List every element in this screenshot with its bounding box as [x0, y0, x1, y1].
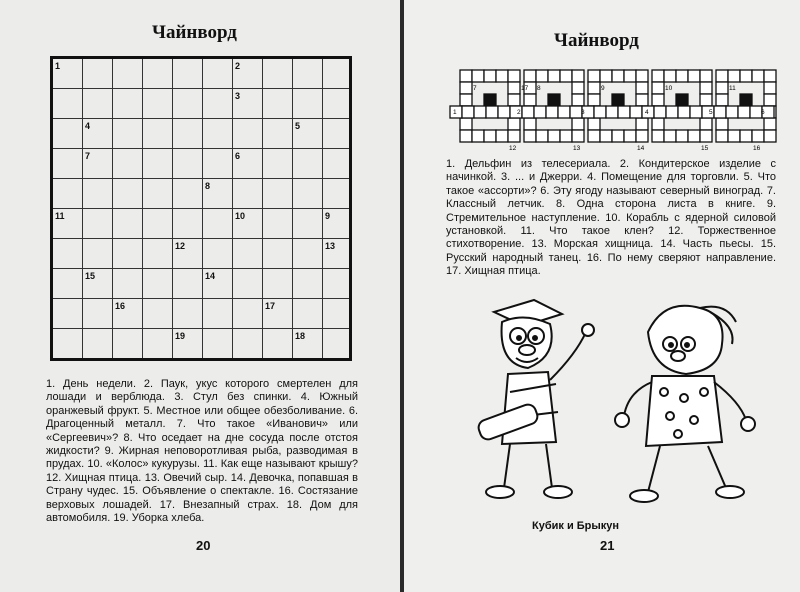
chain-number: 10	[665, 85, 673, 92]
chain-cell	[572, 94, 584, 106]
chain-cell	[536, 70, 548, 82]
chain-cell	[560, 70, 572, 82]
grid-number: 2	[235, 61, 241, 71]
chain-cell	[524, 118, 536, 130]
page-title: Чайнворд	[152, 22, 237, 43]
chain-cell	[752, 130, 764, 142]
chain-cell	[558, 106, 570, 118]
chain-cell	[524, 94, 536, 106]
chain-cell	[534, 106, 546, 118]
chain-cell	[560, 130, 572, 142]
chain-cell	[618, 106, 630, 118]
chain-cell	[636, 82, 648, 94]
chain-number: 13	[573, 145, 581, 152]
chain-cell	[496, 130, 508, 142]
grid-number: 10	[235, 211, 246, 221]
chain-cell	[548, 70, 560, 82]
chain-cell	[508, 70, 520, 82]
kubik-figure	[476, 300, 594, 498]
chain-cell	[688, 130, 700, 142]
chain-cell	[522, 106, 534, 118]
chain-cell	[588, 82, 600, 94]
chain-cell	[524, 130, 536, 142]
chain-cell	[678, 106, 690, 118]
chain-number: 5	[709, 109, 713, 116]
chain-cell	[666, 106, 678, 118]
right-page	[404, 0, 800, 592]
chain-cell	[764, 70, 776, 82]
chain-cell	[612, 70, 624, 82]
chain-cell	[536, 130, 548, 142]
chainword-grid	[450, 68, 780, 152]
chain-cell	[700, 130, 712, 142]
chain-number: 11	[729, 85, 736, 92]
chain-cell	[548, 130, 560, 142]
chain-cell	[588, 130, 600, 142]
chain-black-cell	[548, 94, 560, 106]
chain-number: 3	[581, 109, 585, 116]
chain-cell	[588, 118, 600, 130]
grid-number: 5	[295, 121, 301, 131]
grid-number: 17	[265, 301, 276, 311]
chain-number: 2	[517, 109, 521, 116]
chain-cell	[690, 106, 702, 118]
chain-number: 9	[601, 85, 605, 92]
chain-black-cell	[740, 94, 752, 106]
chain-cell	[700, 82, 712, 94]
grid-number: 13	[325, 241, 336, 251]
chain-cell	[472, 130, 484, 142]
chain-cell	[652, 118, 664, 130]
chain-cell	[474, 106, 486, 118]
grid-number: 11	[55, 211, 65, 221]
grid-number: 9	[325, 211, 331, 221]
chain-cell	[716, 118, 728, 130]
grid-number: 8	[205, 181, 211, 191]
chain-cell	[728, 70, 740, 82]
grid-number: 4	[85, 121, 91, 131]
chain-cell	[728, 130, 740, 142]
grid-number: 16	[115, 301, 126, 311]
chain-cell	[572, 118, 584, 130]
chain-cell	[636, 70, 648, 82]
chain-cell	[462, 106, 474, 118]
chain-cell	[496, 70, 508, 82]
chain-number: 16	[753, 145, 761, 152]
chain-cell	[572, 82, 584, 94]
chain-cell	[716, 94, 728, 106]
chain-cell	[664, 130, 676, 142]
chain-cell	[498, 106, 510, 118]
chain-cell	[652, 70, 664, 82]
chain-cell	[636, 130, 648, 142]
cartoon-illustration	[464, 292, 754, 514]
chain-cell	[652, 82, 664, 94]
chain-cell	[652, 94, 664, 106]
chain-number: 17	[521, 85, 529, 92]
chain-black-cell	[484, 94, 496, 106]
grid-number: 15	[85, 271, 96, 281]
clues-text: 1. Дельфин из телесериала. 2. Кондитерское изделие с начинкой. 3. ... и Джерри. 4. Помещение для торговли. 5. Что такое «ассорти»? 6. Эту ягоду называют северный виноград. 7. Классный летчик. 8. Одна сторона листа в книге. 9. Стремительное наступление. 10. Корабль с ядерной силовой установкой. 11. Что такое клен? 12. Торжественное стихотворение. 13. Морская хищница. 14. Часть пьесы. 15. Русский народный танец. 16. По нему сверяют направление. 17. Хищная птица.	[446, 158, 776, 278]
chain-cell	[600, 130, 612, 142]
chain-cell	[624, 70, 636, 82]
chain-number: 14	[637, 145, 645, 152]
chain-cell	[508, 82, 520, 94]
chain-cell	[594, 106, 606, 118]
chain-cell	[688, 70, 700, 82]
grid-number: 18	[295, 331, 306, 341]
chain-cell	[484, 70, 496, 82]
chain-cell	[700, 94, 712, 106]
chain-cell	[508, 118, 520, 130]
chain-cell	[716, 82, 728, 94]
chain-cell	[524, 70, 536, 82]
page-title: Чайнворд	[554, 30, 639, 51]
chain-cell	[716, 70, 728, 82]
page-number: 20	[196, 538, 211, 553]
chain-cell	[508, 94, 520, 106]
chain-cell	[652, 130, 664, 142]
chain-cell	[740, 130, 752, 142]
chain-cell	[636, 118, 648, 130]
chain-cell	[484, 130, 496, 142]
chain-cell	[486, 106, 498, 118]
chain-cell	[716, 130, 728, 142]
chain-cell	[764, 130, 776, 142]
chain-cell	[752, 70, 764, 82]
chain-cell	[460, 82, 472, 94]
grid-number: 7	[85, 151, 91, 161]
chain-cell	[588, 94, 600, 106]
chain-cell	[460, 118, 472, 130]
chain-cell	[460, 130, 472, 142]
crossword-grid	[50, 56, 352, 361]
chain-cell	[508, 130, 520, 142]
chain-number: 12	[509, 145, 517, 152]
chain-cell	[740, 70, 752, 82]
chain-black-cell	[612, 94, 624, 106]
grid-number: 6	[235, 151, 241, 161]
chain-number: 1	[453, 109, 457, 116]
chain-cell	[588, 70, 600, 82]
chain-cell	[654, 106, 666, 118]
clues-text: 1. День недели. 2. Паук, укус которого смертелен для лошади и верблюда. 3. Стул без спинки. 4. Южный оранжевый фрукт. 5. Местное или общее обезболивание. 6. Драгоценный металл. 7. Что такое «Иванович» или «Сергеевич»? 8. Что оседает на дне сосуда после отстоя жидкости? 9. Жирная неповоротливая рыба, разводимая в прудах. 10. «Колос» кукурузы. 11. Как еще называют крышу? 12. Хищная птица. 13. Овечий сыр. 14. Девочка, попавшая в Страну чудес. 15. Объявление о спектакле. 16. Состязание верховых лошадей. 17. Внезапный страх. 18. Дом для автомобиля. 19. Уборка хлеба.	[46, 378, 358, 525]
chain-cell	[676, 70, 688, 82]
chain-cell	[714, 106, 726, 118]
chain-cell	[636, 94, 648, 106]
chain-cell	[606, 106, 618, 118]
chain-cell	[624, 130, 636, 142]
chain-number: 7	[473, 85, 477, 92]
chain-cell	[764, 118, 776, 130]
chain-cell	[600, 70, 612, 82]
chain-cell	[460, 94, 472, 106]
chain-cell	[572, 130, 584, 142]
grid-number: 14	[205, 271, 216, 281]
chain-cell	[726, 106, 738, 118]
chain-number: 15	[701, 145, 709, 152]
illustration-caption: Кубик и Брыкун	[532, 520, 620, 532]
grid-number: 3	[235, 91, 241, 101]
chain-cell	[630, 106, 642, 118]
chain-cell	[472, 70, 484, 82]
brykun-figure	[615, 306, 755, 502]
chain-cell	[764, 82, 776, 94]
chain-cell	[764, 94, 776, 106]
chain-cell	[460, 70, 472, 82]
chain-cell	[612, 130, 624, 142]
chain-number: 8	[537, 85, 541, 92]
grid-number: 1	[55, 61, 61, 71]
chain-cell	[664, 70, 676, 82]
chain-cell	[738, 106, 750, 118]
grid-number: 12	[175, 241, 186, 251]
chain-black-cell	[676, 94, 688, 106]
chain-cell	[546, 106, 558, 118]
chain-number: 4	[645, 109, 649, 116]
chain-cell	[700, 70, 712, 82]
grid-number: 19	[175, 331, 186, 341]
page-number: 21	[600, 538, 615, 553]
chain-cell	[572, 70, 584, 82]
chain-number: 6	[761, 109, 765, 116]
chain-cell	[676, 130, 688, 142]
chain-cell	[700, 118, 712, 130]
